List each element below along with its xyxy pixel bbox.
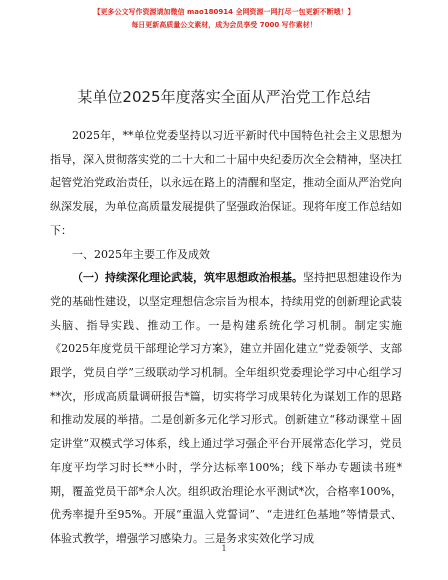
promo-banner-line1: 【更多公文写作资源请加微信 mao180914 全网资源一网打尽一包更新不断哦！】 [93,8,355,16]
subsection-text: 坚持把思想建设作为党的基础性建设，以坚定理想信念宗旨为根本，持续用党的创新理论武装头脑、指导实践、推动工作。一是构建系统化学习机制。制定实施《2025年度党员干部理论学习方案》，建立并固化建立“党委领学、支部跟学，党员自学”三级联动学习机制。全年组织党委理论学习中心组学习**次，形成高质量调研报告*篇，切实将学习成果转化为谋划工作的思路和推动发展的举措。二是创新多元化学习形式。创新建立“移动课堂＋固定讲堂”双模式学习体系，线上通过学习强企平台开展常态化学习，党员年度平均学习时长**小时，学分达标率100%；线下举办专题读书班*期，覆盖党员干部*余人次。组织政治理论水平测试*次，合格率100%，优秀率提升至95%。开展“重温入党誓词”、“走进红色基地”等情景式、体验式教学，增强学习感染力。三是务求实效化学习成 [50,271,402,545]
intro-paragraph: 2025年，**单位党委坚持以习近平新时代中国特色社会主义思想为指导，深入贯彻落实党的二十大和二十届中央纪委历次全会精神，坚决扛起管党治党政治责任，以永远在路上的清醒和坚定，推动全面从严治党向纵深发展，为单位高质量发展提供了坚强政治保证。现将年度工作总结如下： [50,129,402,237]
subsection-label: （一）持续深化理论武装，筑牢思想政治根基。 [72,271,303,285]
document-body [50,124,402,551]
promo-banner-line2: 每日更新高质量公文素材，成为会员享受 7000 写作素材！ [131,21,317,29]
document-title: 某单位2025年度落实全面从严治党工作总结 [77,88,371,106]
subsection-paragraph [50,266,402,550]
section-heading: 一、2025年主要工作及成效 [72,247,210,261]
page-number: 1 [221,544,227,553]
